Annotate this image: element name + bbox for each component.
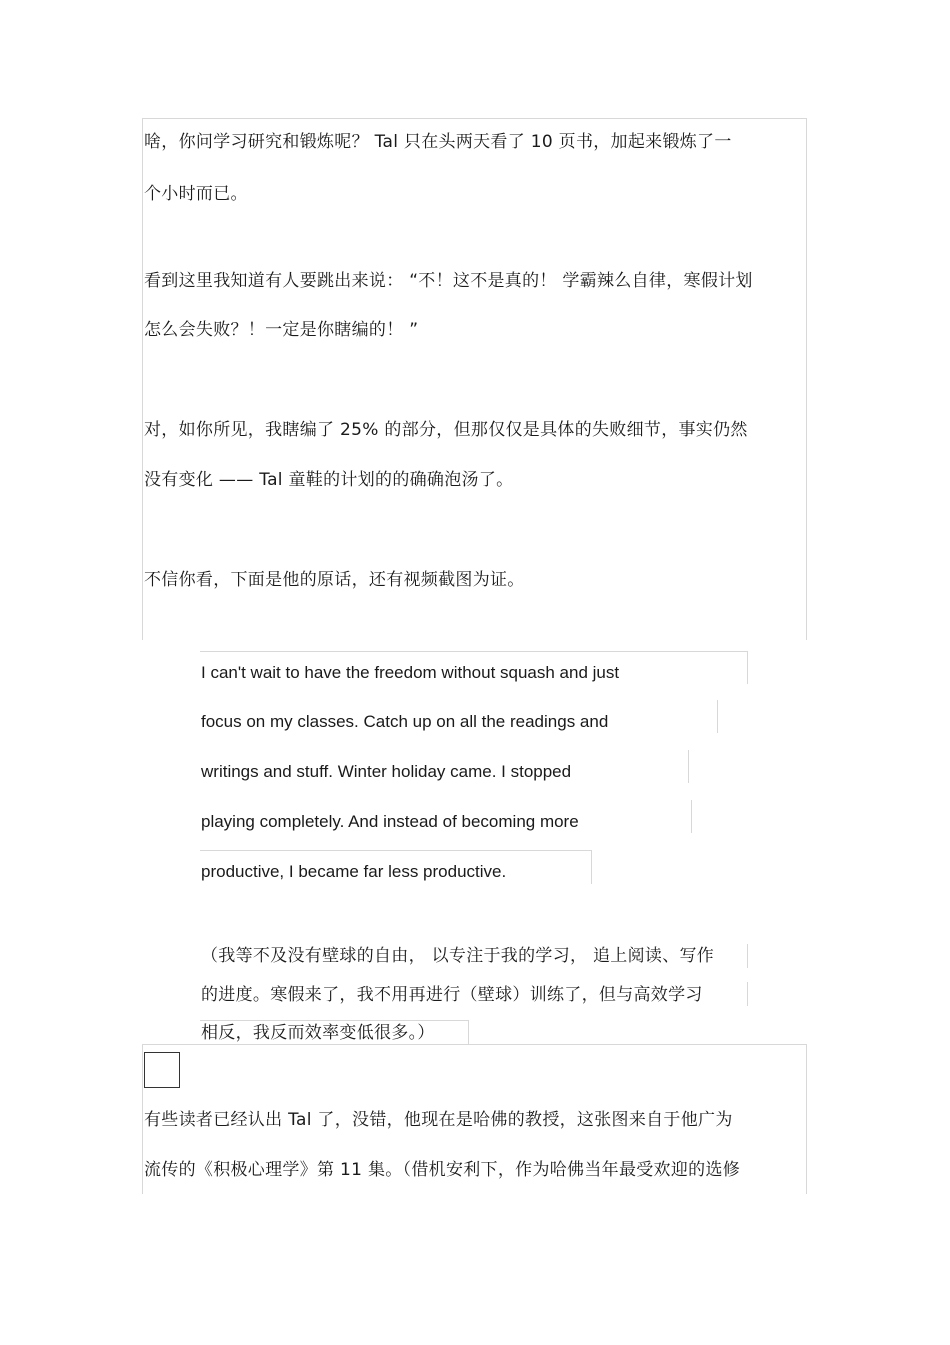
quote-border-right-1 [747, 651, 748, 684]
zh-quote-border-right-2 [747, 982, 748, 1006]
quote-en-line-5: productive, I became far less productive. [201, 862, 507, 881]
quote-zh-line-3: 相反，我反而效率变低很多。） [201, 1023, 435, 1043]
border-right-bottom [806, 1044, 807, 1194]
empty-square-box [144, 1052, 180, 1088]
quote-en-line-4: playing completely. And instead of becoming more [201, 812, 579, 831]
zh-quote-border-top-3 [200, 1020, 468, 1021]
paragraph-5-line-2: 流传的《积极心理学》第 11 集。（借机安利下，作为哈佛当年最受欢迎的选修 [144, 1160, 741, 1180]
quote-border-right-5 [591, 850, 592, 884]
quote-en-line-1: I can't wait to have the freedom without squash and just [201, 663, 620, 682]
border-left-bottom [142, 1044, 143, 1194]
quote-en-line-2: focus on my classes. Catch up on all the readings and [201, 712, 609, 731]
quote-en-line-3: writings and stuff. Winter holiday came. I stopped [201, 762, 572, 781]
paragraph-1-line-1: 啥，你问学习研究和锻炼呢？ Tal 只在头两天看了 10 页书，加起来锻炼了一 [144, 132, 732, 152]
paragraph-3-line-2: 没有变化 —— Tal 童鞋的计划的的确确泡汤了。 [144, 470, 514, 490]
border-mid [142, 1044, 807, 1045]
border-top [142, 118, 807, 119]
quote-zh-line-2: 的进度。寒假来了，我不用再进行（壁球）训练了，但与高效学习 [201, 985, 703, 1005]
paragraph-2-line-2: 怎么会失败？！一定是你瞎编的！ ” [144, 320, 419, 340]
border-left-top [142, 118, 143, 640]
zh-quote-border-right-3 [468, 1020, 469, 1045]
quote-border-right-4 [691, 800, 692, 833]
quote-border-right-2 [717, 700, 718, 733]
paragraph-1-line-2: 个小时而已。 [144, 184, 248, 204]
quote-border-top-5 [200, 850, 592, 851]
quote-zh-line-1: （我等不及没有壁球的自由， 以专注于我的学习， 追上阅读、写作 [201, 946, 715, 966]
paragraph-5-line-1: 有些读者已经认出 Tal 了，没错，他现在是哈佛的教授，这张图来自于他广为 [144, 1110, 733, 1130]
paragraph-2-line-1: 看到这里我知道有人要跳出来说： “不！这不是真的！ 学霸辣么自律，寒假计划 [144, 271, 753, 291]
paragraph-3-line-1: 对，如你所见，我瞎编了 25% 的部分，但那仅仅是具体的失败细节，事实仍然 [144, 420, 748, 440]
zh-quote-border-right-1 [747, 944, 748, 968]
quote-border-top [200, 651, 748, 652]
paragraph-4-line-1: 不信你看，下面是他的原话，还有视频截图为证。 [144, 570, 525, 590]
border-right-top [806, 118, 807, 640]
quote-border-right-3 [688, 750, 689, 783]
